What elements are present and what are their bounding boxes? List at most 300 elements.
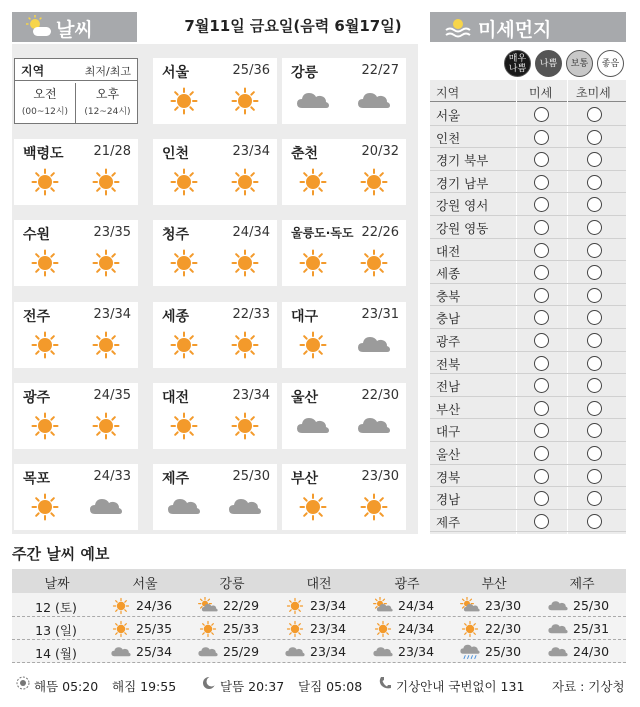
weekly-cell xyxy=(370,640,458,663)
pm25-indicator xyxy=(587,378,602,393)
weekly-cell xyxy=(108,594,196,617)
weather-am xyxy=(296,411,330,441)
weekly-temp: 24/36 xyxy=(136,598,173,613)
dust-row xyxy=(430,397,626,420)
moon-icon xyxy=(202,676,216,690)
weekly-temp: 24/34 xyxy=(398,621,435,636)
weekly-city-header: 부산 xyxy=(481,577,507,592)
pm10-indicator xyxy=(534,288,549,303)
sun-icon xyxy=(167,411,201,441)
weekly-temp: 25/30 xyxy=(573,598,610,613)
weather-am xyxy=(296,248,330,278)
weekly-row xyxy=(12,640,626,663)
weather-info: 기상안내 국번없이 131 xyxy=(396,679,525,694)
weekly-temp: 23/34 xyxy=(310,644,347,659)
pm25-indicator xyxy=(587,243,602,258)
cloud-icon xyxy=(357,330,391,360)
weekly-cell xyxy=(545,640,633,663)
data-source: 자료 : 기상청 xyxy=(552,679,625,694)
weather-am xyxy=(167,86,201,116)
city-temp: 21/28 xyxy=(93,144,131,159)
sunset: 해짐 19:55 xyxy=(112,679,177,694)
weekly-temp: 25/30 xyxy=(485,644,522,659)
city-card xyxy=(282,58,406,124)
weekly-cell xyxy=(457,594,545,617)
city-name: 백령도 xyxy=(23,146,64,162)
city-temp: 22/33 xyxy=(232,307,270,322)
cloud-icon xyxy=(357,411,391,441)
weekly-temp: 24/34 xyxy=(398,598,435,613)
pm10-indicator xyxy=(534,310,549,325)
dust-table-header xyxy=(430,80,626,102)
dust-legend-item: 나쁨 xyxy=(535,50,562,77)
dust-row xyxy=(430,216,626,239)
pm25-indicator xyxy=(587,401,602,416)
sun-icon xyxy=(28,330,62,360)
weekly-cell xyxy=(195,594,283,617)
weekly-temp: 25/33 xyxy=(223,621,260,636)
weekly-city-header: 광주 xyxy=(394,577,420,592)
city-card xyxy=(282,220,406,286)
cloud-icon xyxy=(547,597,569,615)
weather-pm xyxy=(89,248,123,278)
weather-pm xyxy=(89,330,123,360)
dust-row xyxy=(430,126,626,149)
pm25-indicator xyxy=(587,423,602,438)
city-temp: 23/34 xyxy=(232,144,270,159)
city-name: 강릉 xyxy=(291,65,319,81)
dust-row xyxy=(430,442,626,465)
weekly-temp: 23/34 xyxy=(310,598,347,613)
rain-icon xyxy=(459,643,481,661)
dust-row xyxy=(430,239,626,262)
city-card xyxy=(14,383,138,449)
city-name: 제주 xyxy=(162,471,190,487)
city-name: 전주 xyxy=(23,309,51,325)
dust-region: 광주 xyxy=(436,334,461,349)
city-card xyxy=(153,139,277,205)
weather-am xyxy=(296,167,330,197)
pm10-indicator xyxy=(534,220,549,235)
dust-region: 인천 xyxy=(436,130,461,146)
dust-region: 강원 영서 xyxy=(436,198,489,214)
city-temp: 22/30 xyxy=(361,388,399,403)
moonrise: 달뜸 20:37 xyxy=(220,679,285,694)
city-temp: 23/35 xyxy=(93,225,131,240)
weekly-temp: 25/34 xyxy=(136,644,173,659)
weather-pm xyxy=(89,492,123,522)
pm10-indicator xyxy=(534,265,549,280)
cloud-icon xyxy=(284,643,306,661)
dust-row xyxy=(430,148,626,171)
city-card xyxy=(153,220,277,286)
pm25-indicator xyxy=(587,107,602,122)
sun-icon xyxy=(372,620,394,638)
weekly-city-header: 서울 xyxy=(132,577,158,592)
date-label: 7월11일 금요일(음력 6월17일) xyxy=(184,17,402,35)
legend-pm-time: (12~24시) xyxy=(84,107,131,117)
pm25-indicator xyxy=(587,197,602,212)
weekly-temp: 25/35 xyxy=(136,621,173,636)
weekly-table xyxy=(12,569,626,663)
sun-cloud-icon xyxy=(372,597,394,615)
legend-region: 지역 xyxy=(21,64,45,78)
weather-am xyxy=(28,411,62,441)
weekly-date: 14 (월) xyxy=(35,646,77,661)
sun-small-icon xyxy=(16,676,30,690)
pm10-indicator xyxy=(534,107,549,122)
dust-row xyxy=(430,284,626,307)
pm25-indicator xyxy=(587,152,602,167)
dust-row xyxy=(430,352,626,375)
weather-am xyxy=(28,492,62,522)
sun-icon xyxy=(89,411,123,441)
sun-icon xyxy=(296,492,330,522)
city-name: 부산 xyxy=(291,471,319,487)
sun-icon xyxy=(228,248,262,278)
weather-pm xyxy=(357,167,391,197)
sun-icon xyxy=(89,167,123,197)
dust-region: 전북 xyxy=(436,356,461,372)
city-temp: 24/34 xyxy=(232,225,270,240)
legend-pm: 오후 xyxy=(95,87,120,101)
sun-icon xyxy=(110,620,132,638)
weekly-cell xyxy=(108,640,196,663)
sun-icon xyxy=(228,330,262,360)
pm10-indicator xyxy=(534,514,549,529)
weather-am xyxy=(167,492,201,522)
weekly-temp: 23/30 xyxy=(485,598,522,613)
pm10-indicator xyxy=(534,446,549,461)
cloud-icon xyxy=(296,86,330,116)
weather-pm xyxy=(357,411,391,441)
weather-pm xyxy=(357,248,391,278)
weekly-cell xyxy=(545,617,633,640)
pm25-indicator xyxy=(587,130,602,145)
weather-pm xyxy=(228,248,262,278)
city-temp: 23/34 xyxy=(232,388,270,403)
sun-icon xyxy=(357,167,391,197)
city-name: 광주 xyxy=(23,390,51,406)
sun-icon xyxy=(284,597,306,615)
city-temp: 24/33 xyxy=(93,469,131,484)
city-card xyxy=(14,139,138,205)
dust-row xyxy=(430,329,626,352)
dust-col-pm10: 미세 xyxy=(529,86,553,100)
sun-icon xyxy=(296,167,330,197)
sun-cloud-icon xyxy=(459,597,481,615)
weather-pm xyxy=(228,86,262,116)
weekly-temp: 24/30 xyxy=(573,644,610,659)
dust-legend xyxy=(496,48,626,78)
weekly-cell xyxy=(282,617,370,640)
city-card xyxy=(14,464,138,530)
city-temp: 20/32 xyxy=(361,144,399,159)
weekly-cell xyxy=(457,617,545,640)
weather-pm xyxy=(357,86,391,116)
dust-region: 제주 xyxy=(436,514,461,530)
sun-icon xyxy=(228,411,262,441)
city-name: 청주 xyxy=(162,227,190,243)
cloud-icon xyxy=(296,411,330,441)
weekly-cell xyxy=(370,594,458,617)
pm25-indicator xyxy=(587,469,602,484)
dust-region: 부산 xyxy=(436,401,461,417)
pm25-indicator xyxy=(587,310,602,325)
weather-am xyxy=(28,167,62,197)
weekly-city-header: 대전 xyxy=(306,577,332,592)
weekly-temp: 25/29 xyxy=(223,644,260,659)
weather-pm xyxy=(228,492,262,522)
sun-icon xyxy=(228,167,262,197)
dust-row xyxy=(430,103,626,126)
phone-icon xyxy=(378,676,392,690)
weather-legend xyxy=(14,58,138,124)
city-card xyxy=(14,220,138,286)
pm25-indicator xyxy=(587,175,602,190)
sun-icon xyxy=(197,620,219,638)
weather-pm xyxy=(89,167,123,197)
city-temp: 25/36 xyxy=(232,63,270,78)
weather-pm xyxy=(357,492,391,522)
dust-region: 대전 xyxy=(436,243,461,259)
city-name: 울릉도·독도 xyxy=(291,226,354,240)
weekly-cell xyxy=(370,617,458,640)
city-temp: 24/35 xyxy=(93,388,131,403)
sun-icon xyxy=(459,620,481,638)
dust-title: 미세먼지 xyxy=(478,19,552,41)
dust-legend-item: 좋음 xyxy=(597,50,624,77)
legend-minmax: 최저/최고 xyxy=(84,65,131,78)
pm10-indicator xyxy=(534,491,549,506)
dust-region: 전남 xyxy=(436,379,461,395)
weather-header xyxy=(12,12,137,42)
city-temp: 23/34 xyxy=(93,307,131,322)
dust-region: 울산 xyxy=(436,447,461,462)
haze-icon xyxy=(444,15,472,39)
weather-am xyxy=(296,330,330,360)
dust-region: 충남 xyxy=(436,311,461,327)
pm10-indicator xyxy=(534,401,549,416)
weather-pm xyxy=(228,167,262,197)
cloud-icon xyxy=(89,492,123,522)
weekly-cell xyxy=(195,617,283,640)
pm25-indicator xyxy=(587,333,602,348)
weekly-cell xyxy=(457,640,545,663)
sun-icon xyxy=(357,248,391,278)
dust-row xyxy=(430,510,626,533)
weather-am xyxy=(167,411,201,441)
weather-pm xyxy=(228,330,262,360)
pm25-indicator xyxy=(587,446,602,461)
pm10-indicator xyxy=(534,378,549,393)
cloud-icon xyxy=(197,643,219,661)
city-card xyxy=(282,302,406,368)
dust-panel xyxy=(430,44,626,534)
weekly-title: 주간 날씨 예보 xyxy=(12,545,110,563)
weather-am xyxy=(28,330,62,360)
dust-region: 충북 xyxy=(436,288,461,304)
city-name: 울산 xyxy=(291,390,319,406)
weather-am xyxy=(167,330,201,360)
city-card xyxy=(153,383,277,449)
dust-legend-item: 매우나쁨 xyxy=(504,50,531,77)
cloud-icon xyxy=(547,620,569,638)
pm10-indicator xyxy=(534,152,549,167)
pm10-indicator xyxy=(534,197,549,212)
sun-icon xyxy=(284,620,306,638)
dust-region: 강원 영동 xyxy=(436,221,489,236)
city-card xyxy=(153,302,277,368)
weather-panel xyxy=(12,44,418,534)
weekly-temp: 22/29 xyxy=(223,598,260,613)
sun-cloud-icon xyxy=(26,15,52,39)
sun-icon xyxy=(167,167,201,197)
dust-header xyxy=(430,12,626,42)
weekly-city-header: 제주 xyxy=(569,577,595,592)
cloud-icon xyxy=(372,643,394,661)
dust-col-pm25: 초미세 xyxy=(576,86,611,100)
pm10-indicator xyxy=(534,243,549,258)
sun-icon xyxy=(28,248,62,278)
dust-row xyxy=(430,261,626,284)
weather-am xyxy=(296,492,330,522)
legend-am: 오전 xyxy=(33,87,57,101)
footer xyxy=(12,672,626,698)
city-temp: 22/27 xyxy=(361,63,399,78)
city-name: 목포 xyxy=(23,471,51,487)
sun-icon xyxy=(357,492,391,522)
pm25-indicator xyxy=(587,220,602,235)
sun-icon xyxy=(89,330,123,360)
city-temp: 25/30 xyxy=(232,469,270,484)
weekly-city-header: 강릉 xyxy=(219,577,245,592)
city-temp: 22/26 xyxy=(361,225,399,240)
cloud-icon xyxy=(110,643,132,661)
dust-region: 세종 xyxy=(436,266,461,282)
dust-col-region: 지역 xyxy=(436,86,460,100)
weekly-cell xyxy=(195,640,283,663)
dust-row xyxy=(430,306,626,329)
sun-icon xyxy=(28,492,62,522)
dust-legend-item: 보통 xyxy=(566,50,593,77)
sun-icon xyxy=(228,86,262,116)
cloud-icon xyxy=(228,492,262,522)
weekly-temp: 25/31 xyxy=(573,621,610,636)
sun-icon xyxy=(28,411,62,441)
weather-title: 날씨 xyxy=(56,19,93,41)
weekly-row xyxy=(12,594,626,617)
cloud-icon xyxy=(167,492,201,522)
pm10-indicator xyxy=(534,356,549,371)
weather-am xyxy=(167,248,201,278)
sun-icon xyxy=(28,167,62,197)
pm10-indicator xyxy=(534,333,549,348)
dust-row xyxy=(430,487,626,510)
legend-am-time: (00~12시) xyxy=(21,107,69,117)
dust-region: 경기 북부 xyxy=(436,153,489,169)
weekly-cell xyxy=(108,617,196,640)
weather-pm xyxy=(89,411,123,441)
city-name: 춘천 xyxy=(291,146,319,162)
moonset: 달짐 05:08 xyxy=(298,679,363,694)
pm25-indicator xyxy=(587,514,602,529)
sun-icon xyxy=(296,248,330,278)
sun-icon xyxy=(89,248,123,278)
cloud-icon xyxy=(357,86,391,116)
dust-region: 경북 xyxy=(436,469,461,485)
weekly-temp: 23/34 xyxy=(398,644,435,659)
weather-am xyxy=(296,86,330,116)
weekly-cell xyxy=(282,640,370,663)
weather-pm xyxy=(357,330,391,360)
pm10-indicator xyxy=(534,130,549,145)
city-card xyxy=(14,302,138,368)
weekly-cell xyxy=(545,594,633,617)
weekly-date: 13 (일) xyxy=(35,623,77,638)
weekly-header xyxy=(12,569,626,593)
weekly-row xyxy=(12,617,626,640)
pm25-indicator xyxy=(587,288,602,303)
dust-row xyxy=(430,374,626,397)
city-name: 서울 xyxy=(162,65,190,81)
weekly-temp: 22/30 xyxy=(485,621,522,636)
weather-pm xyxy=(228,411,262,441)
dust-region: 대구 xyxy=(436,424,461,440)
sunrise: 해뜸 05:20 xyxy=(34,679,99,694)
city-name: 인천 xyxy=(162,146,190,162)
city-name: 대구 xyxy=(291,309,319,325)
weekly-date-header: 날짜 xyxy=(44,577,70,592)
pm10-indicator xyxy=(534,469,549,484)
weekly-temp: 23/34 xyxy=(310,621,347,636)
weather-am xyxy=(28,248,62,278)
city-card xyxy=(153,464,277,530)
city-name: 세종 xyxy=(162,309,190,325)
dust-region: 경남 xyxy=(436,492,461,508)
dust-row xyxy=(430,419,626,442)
dust-region: 경기 남부 xyxy=(436,175,489,191)
city-temp: 23/31 xyxy=(361,307,399,322)
pm10-indicator xyxy=(534,423,549,438)
city-name: 대전 xyxy=(162,390,190,406)
weekly-cell xyxy=(282,594,370,617)
city-card xyxy=(282,139,406,205)
city-name: 수원 xyxy=(23,227,51,243)
dust-table xyxy=(430,80,626,534)
cloud-icon xyxy=(547,643,569,661)
pm25-indicator xyxy=(587,265,602,280)
sun-icon xyxy=(167,330,201,360)
sun-icon xyxy=(296,330,330,360)
city-card xyxy=(153,58,277,124)
pm25-indicator xyxy=(587,491,602,506)
weather-am xyxy=(167,167,201,197)
pm10-indicator xyxy=(534,175,549,190)
city-card xyxy=(282,383,406,449)
city-temp: 23/30 xyxy=(361,469,399,484)
dust-region: 서울 xyxy=(436,108,461,123)
dust-row xyxy=(430,193,626,216)
sun-icon xyxy=(167,86,201,116)
sun-icon xyxy=(110,597,132,615)
sun-cloud-icon xyxy=(197,597,219,615)
dust-row xyxy=(430,171,626,194)
dust-row xyxy=(430,465,626,488)
city-card xyxy=(282,464,406,530)
sun-icon xyxy=(167,248,201,278)
pm25-indicator xyxy=(587,356,602,371)
